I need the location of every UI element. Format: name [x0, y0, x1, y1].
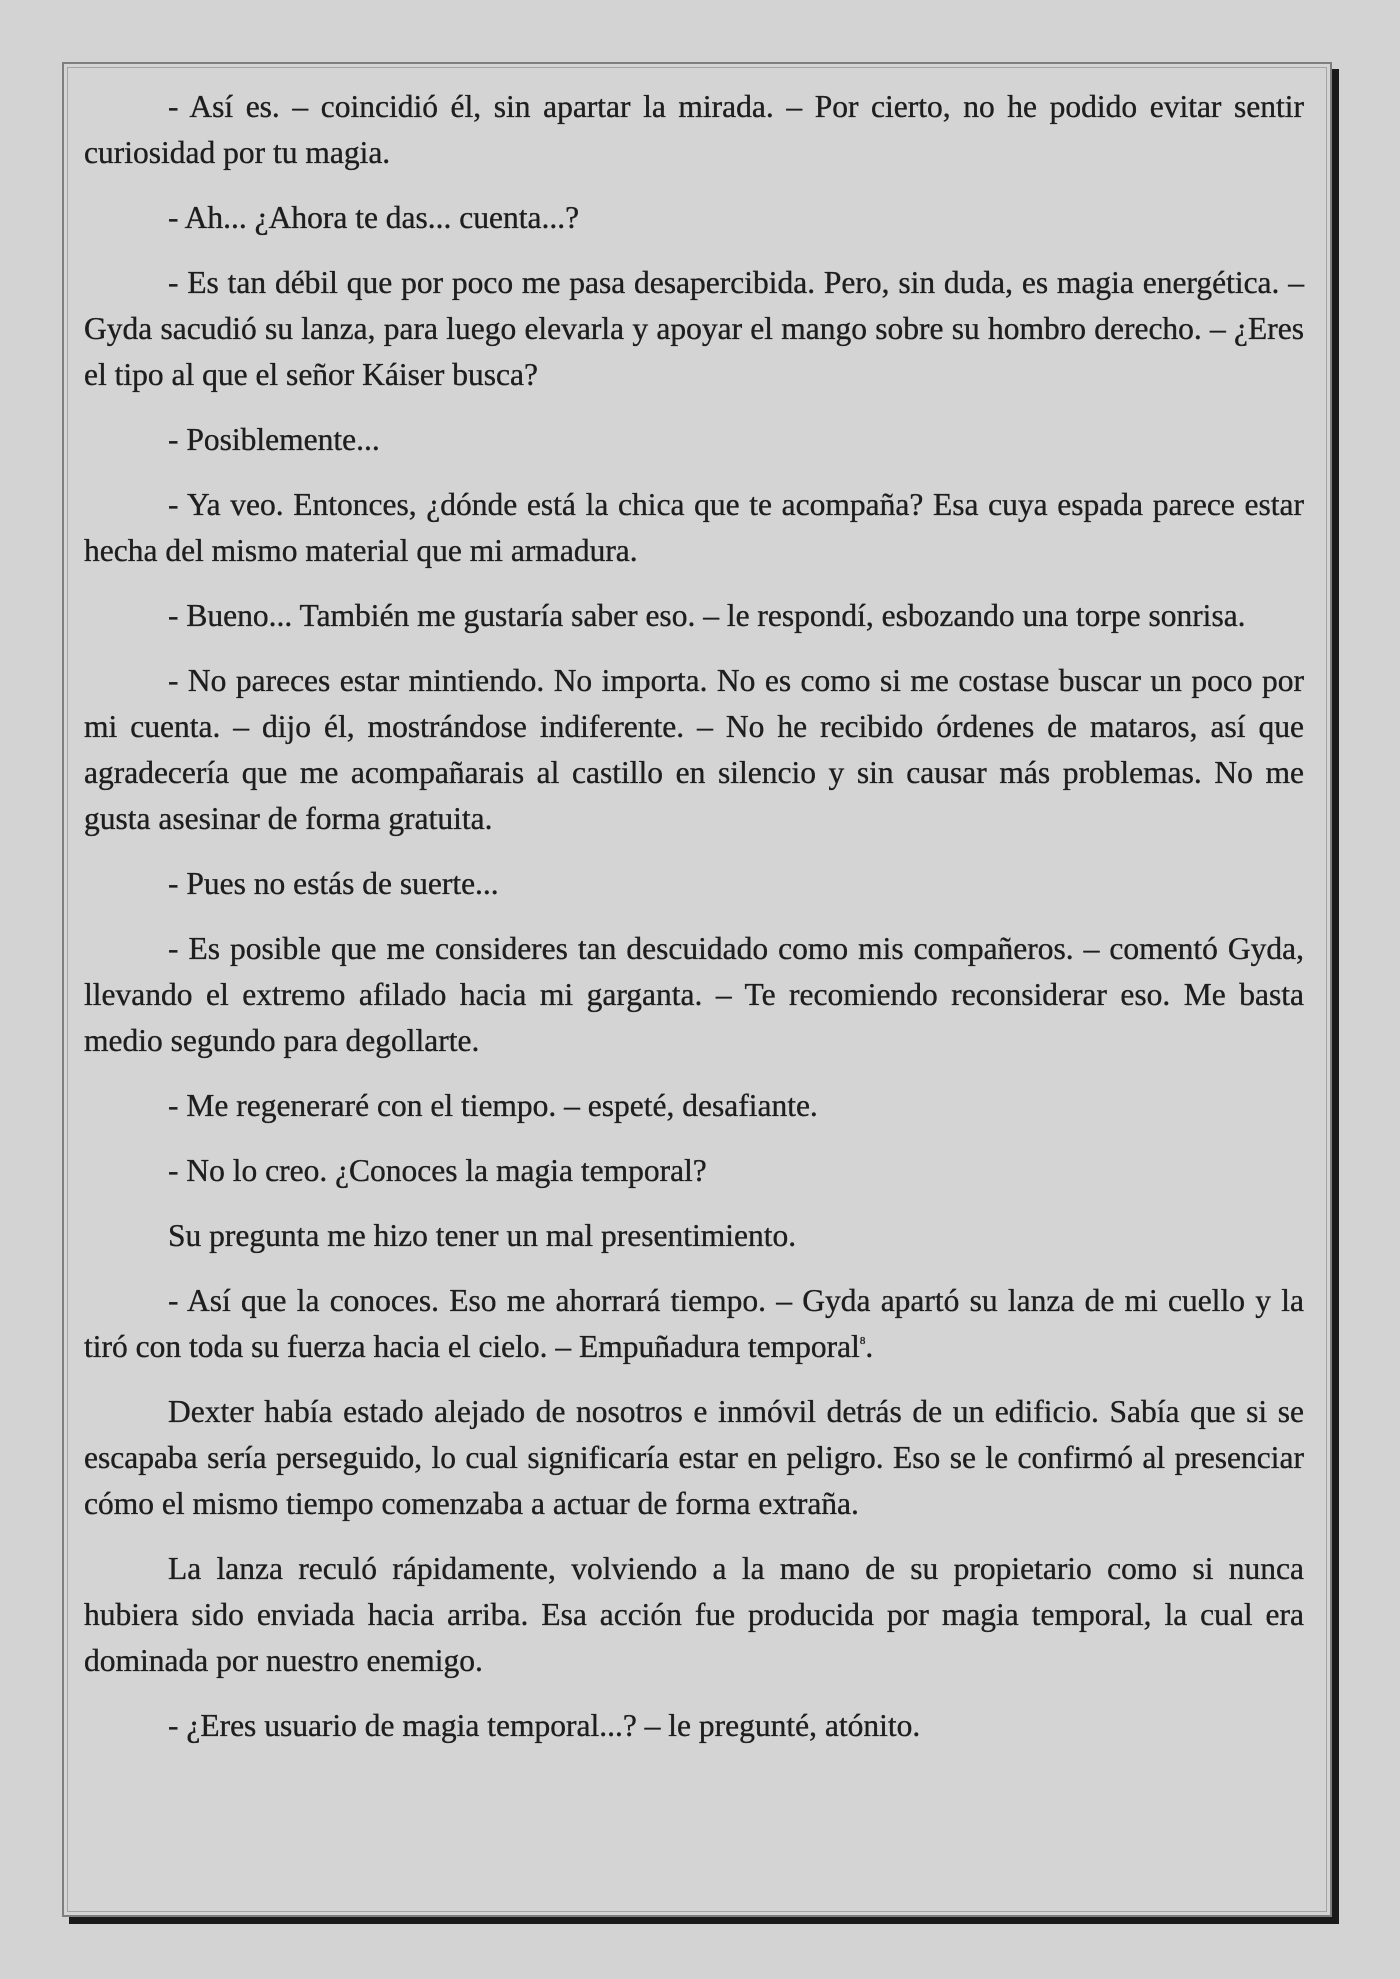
paragraph: - ¿Eres usuario de magia temporal...? – le pregunté, atónito. — [168, 1708, 921, 1743]
paragraph: - Pues no estás de suerte... — [168, 866, 499, 901]
paragraph: Su pregunta me hizo tener un mal presentimiento. — [168, 1218, 797, 1253]
paragraph: - Posiblemente... — [168, 422, 380, 457]
paragraph: - Me regeneraré con el tiempo. – espeté, desafiante. — [168, 1088, 818, 1123]
document-body — [84, 84, 1304, 1749]
paragraph: - No lo creo. ¿Conoces la magia temporal? — [168, 1153, 707, 1188]
paragraph: - No pareces estar mintiendo. No importa. No es como si me costase buscar un poco por mi cuenta. – dijo él, mostrándose indiferente. – No he recibido órdenes de mataros, así que agradecería que me acompañarais al castillo en silencio y sin causar más problemas. No me gusta asesinar de forma gratuita. — [84, 663, 1304, 836]
paragraph: - Es posible que me consideres tan descuidado como mis compañeros. – comentó Gyda, llevando el extremo afilado hacia mi garganta. – Te recomiendo reconsiderar eso. Me basta medio segundo para degollarte. — [84, 931, 1304, 1058]
paragraph-text: - Así que la conoces. Eso me ahorrará tiempo. – Gyda apartó su lanza de mi cuello y la tiró con toda su fuerza hacia el cielo. – Empuñadura temporal — [84, 1283, 1304, 1364]
paragraph: Dexter había estado alejado de nosotros e inmóvil detrás de un edificio. Sabía que si se escapaba sería perseguido, lo cual significaría estar en peligro. Eso se le confirmó al presenciar cómo el mismo tiempo comenzaba a actuar de forma extraña. — [84, 1394, 1304, 1521]
paragraph: - Ya veo. Entonces, ¿dónde está la chica que te acompaña? Esa cuya espada parece estar hecha del mismo material que mi armadura. — [84, 487, 1304, 568]
paragraph-with-footnote — [84, 1278, 1304, 1370]
paragraph: - Bueno... También me gustaría saber eso. – le respondí, esbozando una torpe sonrisa. — [168, 598, 1246, 633]
footnote-marker[interactable]: 8 — [859, 1334, 866, 1347]
paragraph: - Así es. – coincidió él, sin apartar la mirada. – Por cierto, no he podido evitar sentir curiosidad por tu magia. — [84, 89, 1304, 170]
paragraph: - Es tan débil que por poco me pasa desapercibida. Pero, sin duda, es magia energética. – Gyda sacudió su lanza, para luego elevarla y apoyar el mango sobre su hombro derecho. – ¿Eres el tipo al que el señor Káiser busca? — [84, 265, 1304, 392]
document-page — [62, 62, 1332, 1917]
paragraph: La lanza reculó rápidamente, volviendo a la mano de su propietario como si nunca hubiera sido enviada hacia arriba. Esa acción fue producida por magia temporal, la cual era dominada por nuestro enemigo. — [84, 1551, 1304, 1678]
paragraph-text-end: . — [865, 1329, 874, 1364]
paragraph: - Ah... ¿Ahora te das... cuenta...? — [168, 200, 580, 235]
